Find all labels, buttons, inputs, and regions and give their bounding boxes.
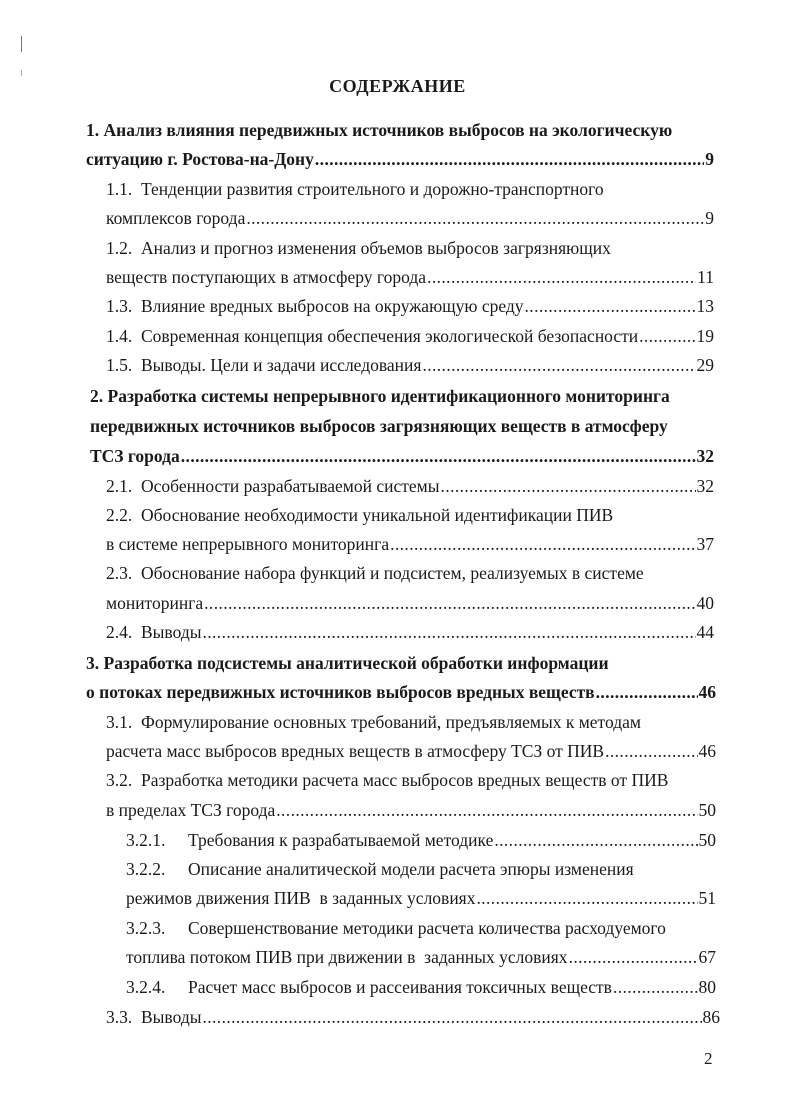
dot-leader xyxy=(246,206,704,230)
toc-entry-3-1-line1 xyxy=(106,710,641,734)
scan-artifact xyxy=(21,36,22,52)
dot-leader xyxy=(525,294,696,318)
page-number: 2 xyxy=(704,1049,713,1068)
toc-entry-3-line2 xyxy=(86,680,716,704)
toc-entry-3-2-1 xyxy=(126,828,716,852)
toc-number: 2.2. xyxy=(106,505,133,525)
toc-page-number: 9 xyxy=(705,208,714,228)
toc-text: Выводы. Цели и задачи исследования xyxy=(141,355,422,375)
toc-entry-2-line3 xyxy=(90,444,714,468)
toc-text: веществ поступающих в атмосферу города xyxy=(106,267,427,287)
toc-number: 1.3. xyxy=(106,296,133,316)
toc-page-number: 19 xyxy=(696,326,714,346)
toc-text: о потоках передвижных источников выбросов вредных веществ xyxy=(86,682,595,702)
toc-entry-2-line2 xyxy=(90,414,668,438)
toc-page-number: 32 xyxy=(696,446,714,466)
toc-page-number: 46 xyxy=(698,682,716,702)
toc-page-number: 40 xyxy=(696,593,714,613)
toc-entry-1-2-line2 xyxy=(106,265,714,289)
toc-text: комплексов города xyxy=(106,208,246,228)
toc-entry-1-5 xyxy=(106,353,714,377)
toc-number: 3.2.1. xyxy=(126,830,166,850)
toc-number: 3.2. xyxy=(106,770,133,790)
dot-leader xyxy=(390,532,695,556)
toc-text: Совершенствование методики расчета количества расходуемого xyxy=(188,918,666,938)
toc-entry-1-3 xyxy=(106,294,714,318)
toc-entry-3-3 xyxy=(106,1005,720,1029)
toc-text: Разработка методики расчета масс выбросов вредных веществ от ПИВ xyxy=(141,770,669,790)
toc-number: 2.1. xyxy=(106,476,133,496)
toc-text: Расчет масс выбросов и рассеивания токсичных веществ xyxy=(188,977,612,997)
toc-text: Тенденции развития строительного и дорожно-транспортного xyxy=(141,179,604,199)
toc-number: 3.2.2. xyxy=(126,859,166,879)
toc-entry-2-1 xyxy=(106,474,714,498)
dot-leader xyxy=(315,147,704,171)
toc-text: Анализ и прогноз изменения объемов выбросов загрязняющих xyxy=(141,238,611,258)
toc-entry-2-4 xyxy=(106,620,714,644)
dot-leader xyxy=(422,353,695,377)
dot-leader xyxy=(596,680,698,704)
toc-entry-2-3-line2 xyxy=(106,591,714,615)
toc-page-number: 37 xyxy=(696,534,714,554)
toc-page-number: 67 xyxy=(698,947,716,967)
toc-entry-1-2-line1 xyxy=(106,236,611,260)
toc-number: 1.2. xyxy=(106,238,133,258)
toc-text: Выводы xyxy=(141,622,202,642)
toc-text: ТСЗ города xyxy=(90,446,180,466)
dot-leader xyxy=(181,444,696,468)
toc-page-number: 46 xyxy=(698,741,716,761)
toc-page-number: 50 xyxy=(698,830,716,850)
dot-leader xyxy=(613,975,698,999)
toc-number: 1. xyxy=(86,120,100,140)
toc-entry-2-2-line2 xyxy=(106,532,714,556)
toc-entry-1-line2 xyxy=(86,147,714,171)
toc-page-number: 44 xyxy=(696,622,714,642)
toc-entry-3-2-4 xyxy=(126,975,716,999)
toc-entry-3-1-line2 xyxy=(106,739,716,763)
toc-text: Обоснование необходимости уникальной идентификации ПИВ xyxy=(141,505,614,525)
toc-page-number: 11 xyxy=(697,267,714,287)
toc-number: 3.2.4. xyxy=(126,977,166,997)
toc-text: Выводы xyxy=(141,1007,202,1027)
toc-text: мониторинга xyxy=(106,593,204,613)
dot-leader xyxy=(441,474,696,498)
toc-text: в системе непрерывного мониторинга xyxy=(106,534,390,554)
toc-entry-2-line1 xyxy=(90,384,670,408)
toc-number: 3.2.3. xyxy=(126,918,166,938)
dot-leader xyxy=(605,739,697,763)
toc-text: Описание аналитической модели расчета эпюры изменения xyxy=(188,859,634,879)
dot-leader xyxy=(204,591,695,615)
dot-leader xyxy=(276,798,697,822)
toc-entry-1-1-line1 xyxy=(106,177,604,201)
toc-entry-1-line1 xyxy=(86,118,672,142)
toc-number: 2. xyxy=(90,386,104,406)
toc-entry-3-2-3-line1 xyxy=(126,916,666,940)
toc-text: передвижных источников выбросов загрязняющих веществ в атмосферу xyxy=(90,416,668,436)
toc-text: Разработка системы непрерывного идентификационного мониторинга xyxy=(107,386,670,406)
toc-page-number: 32 xyxy=(696,476,714,496)
toc-entry-3-2-line1 xyxy=(106,768,668,792)
page-title: СОДЕРЖАНИЕ xyxy=(329,76,466,96)
toc-page-number: 50 xyxy=(698,800,716,820)
toc-text: Обоснование набора функций и подсистем, реализуемых в системе xyxy=(141,563,644,583)
toc-page-number: 86 xyxy=(702,1007,720,1027)
toc-text: ситуацию г. Ростова-на-Дону xyxy=(86,149,314,169)
dot-leader xyxy=(202,620,695,644)
toc-number: 1.1. xyxy=(106,179,133,199)
toc-text: Анализ влияния передвижных источников выбросов на экологическую xyxy=(103,120,673,140)
toc-text: расчета масс выбросов вредных веществ в атмосферу ТСЗ от ПИВ xyxy=(106,741,605,761)
dot-leader xyxy=(569,945,698,969)
toc-entry-1-4 xyxy=(106,324,714,348)
toc-entry-3-2-2-line1 xyxy=(126,857,634,881)
toc-number: 1.4. xyxy=(106,326,133,346)
toc-number: 1.5. xyxy=(106,355,133,375)
dot-leader xyxy=(494,828,697,852)
toc-text: Разработка подсистемы аналитической обработки информации xyxy=(103,653,609,673)
toc-text: топлива потоком ПИВ при движении в заданных условиях xyxy=(126,947,568,967)
toc-text: Формулирование основных требований, предъявляемых к методам xyxy=(141,712,641,732)
toc-entry-3-2-2-line2 xyxy=(126,886,716,910)
dot-leader xyxy=(476,886,697,910)
toc-page-number: 29 xyxy=(696,355,714,375)
toc-text: Особенности разрабатываемой системы xyxy=(141,476,440,496)
toc-text: Требования к разрабатываемой методике xyxy=(188,830,494,850)
dot-leader xyxy=(639,324,695,348)
toc-page-number: 51 xyxy=(698,888,716,908)
toc-number: 3.1. xyxy=(106,712,133,732)
toc-text: Влияние вредных выбросов на окружающую среду xyxy=(141,296,524,316)
toc-number: 2.4. xyxy=(106,622,133,642)
toc-number: 3.3. xyxy=(106,1007,133,1027)
toc-text: в пределах ТСЗ города xyxy=(106,800,276,820)
toc-number: 3. xyxy=(86,653,100,673)
dot-leader xyxy=(202,1005,701,1029)
toc-text: Современная концепция обеспечения экологической безопасности xyxy=(141,326,639,346)
toc-entry-3-2-3-line2 xyxy=(126,945,716,969)
toc-page-number: 80 xyxy=(698,977,716,997)
toc-page-number: 9 xyxy=(705,149,714,169)
toc-entry-1-1-line2 xyxy=(106,206,714,230)
toc-entry-3-2-line2 xyxy=(106,798,716,822)
toc-text: режимов движения ПИВ в заданных условиях xyxy=(126,888,476,908)
toc-page-number: 13 xyxy=(696,296,714,316)
toc-entry-3-line1 xyxy=(86,651,609,675)
toc-entry-2-3-line1 xyxy=(106,561,644,585)
toc-entry-2-2-line1 xyxy=(106,503,613,527)
dot-leader xyxy=(427,265,696,289)
toc-number: 2.3. xyxy=(106,563,133,583)
